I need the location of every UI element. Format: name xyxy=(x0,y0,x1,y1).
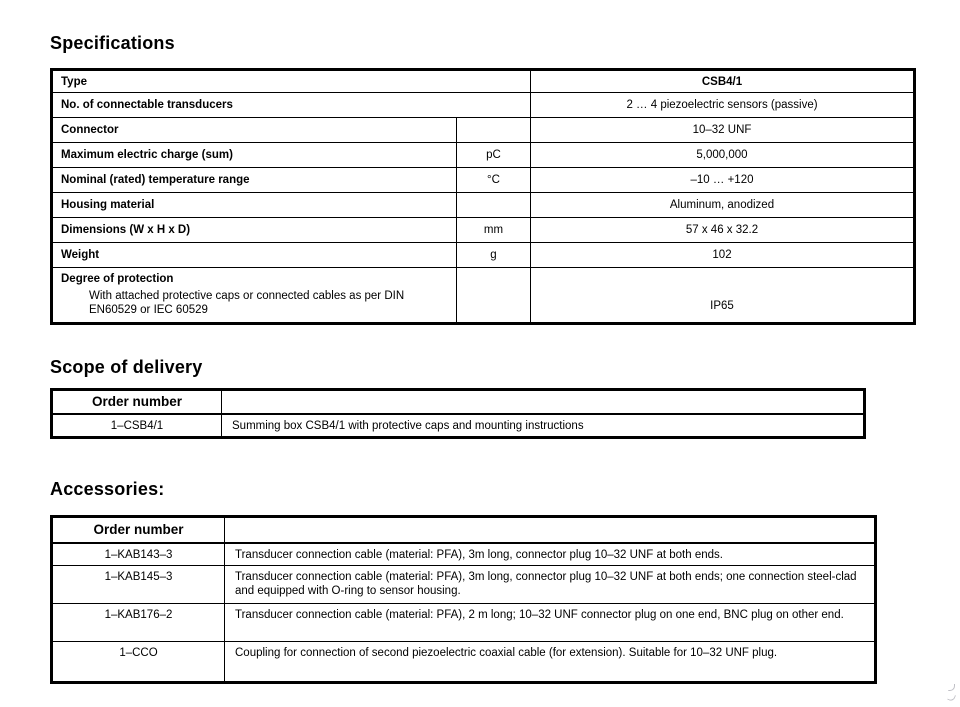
spec-label-protection-note: With attached protective caps or connected cables as per DIN EN60529 or IEC 60529 xyxy=(89,290,405,316)
section-title-scope-of-delivery: Scope of delivery xyxy=(50,357,203,377)
table-row xyxy=(52,642,876,683)
spec-value-connector: 10–32 UNF xyxy=(531,118,915,143)
spec-unit-dimensions: mm xyxy=(457,218,531,243)
accessory-description: Transducer connection cable (material: PFA), 3m long, connector plug 10–32 UNF at both ends; one connection steel-clad and equipped with O-ring to sensor housing. xyxy=(225,566,876,604)
accessory-order-number: 1–CCO xyxy=(52,642,225,683)
spec-value-dimensions: 57 x 46 x 32.2 xyxy=(531,218,915,243)
table-row xyxy=(52,604,876,642)
table-row xyxy=(52,414,865,438)
spec-label-connector: Connector xyxy=(52,118,457,143)
table-row xyxy=(52,566,876,604)
spec-value-temperature: –10 … +120 xyxy=(531,168,915,193)
scope-header-order-number: Order number xyxy=(52,390,222,414)
accessories-header-description xyxy=(225,517,876,543)
spec-label-housing: Housing material xyxy=(52,193,457,218)
spec-label-temperature: Nominal (rated) temperature range xyxy=(52,168,457,193)
spec-unit-protection xyxy=(457,268,531,324)
accessory-description: Coupling for connection of second piezoelectric coaxial cable (for extension). Suitable for 10–32 UNF plug. xyxy=(225,642,876,683)
accessories-table xyxy=(50,515,877,684)
accessory-order-number: 1–KAB145–3 xyxy=(52,566,225,604)
spec-unit-connector xyxy=(457,118,531,143)
spec-unit-weight: g xyxy=(457,243,531,268)
page-corner-artifact xyxy=(948,684,958,704)
spec-value-type: CSB4/1 xyxy=(531,70,915,93)
accessory-description: Transducer connection cable (material: PFA), 2 m long; 10–32 UNF connector plug on one end, BNC plug on other end. xyxy=(225,604,876,642)
spec-label-type: Type xyxy=(52,70,531,93)
spec-unit-housing xyxy=(457,193,531,218)
scope-of-delivery-table xyxy=(50,388,866,439)
spec-label-weight: Weight xyxy=(52,243,457,268)
table-row xyxy=(52,543,876,566)
spec-unit-temperature: °C xyxy=(457,168,531,193)
spec-label-transducers: No. of connectable transducers xyxy=(52,93,531,118)
scope-order-number: 1–CSB4/1 xyxy=(52,414,222,438)
scope-description: Summing box CSB4/1 with protective caps and mounting instructions xyxy=(222,414,865,438)
spec-value-weight: 102 xyxy=(531,243,915,268)
accessories-header-order-number: Order number xyxy=(52,517,225,543)
spec-value-transducers: 2 … 4 piezoelectric sensors (passive) xyxy=(531,93,915,118)
accessory-order-number: 1–KAB176–2 xyxy=(52,604,225,642)
artifact-mark xyxy=(948,684,955,691)
accessory-description: Transducer connection cable (material: PFA), 3m long, connector plug 10–32 UNF at both ends. xyxy=(225,543,876,566)
section-title-accessories: Accessories: xyxy=(50,479,165,499)
section-title-specifications: Specifications xyxy=(50,33,175,53)
spec-value-charge: 5,000,000 xyxy=(531,143,915,168)
specifications-table xyxy=(50,68,916,325)
spec-label-protection xyxy=(52,268,457,324)
spec-value-protection: IP65 xyxy=(531,268,915,324)
spec-label-protection-title: Degree of protection xyxy=(61,273,174,285)
accessory-order-number: 1–KAB143–3 xyxy=(52,543,225,566)
artifact-mark xyxy=(947,693,956,702)
spec-label-dimensions: Dimensions (W x H x D) xyxy=(52,218,457,243)
spec-unit-charge: pC xyxy=(457,143,531,168)
scope-header-description xyxy=(222,390,865,414)
spec-label-charge: Maximum electric charge (sum) xyxy=(52,143,457,168)
spec-value-housing: Aluminum, anodized xyxy=(531,193,915,218)
